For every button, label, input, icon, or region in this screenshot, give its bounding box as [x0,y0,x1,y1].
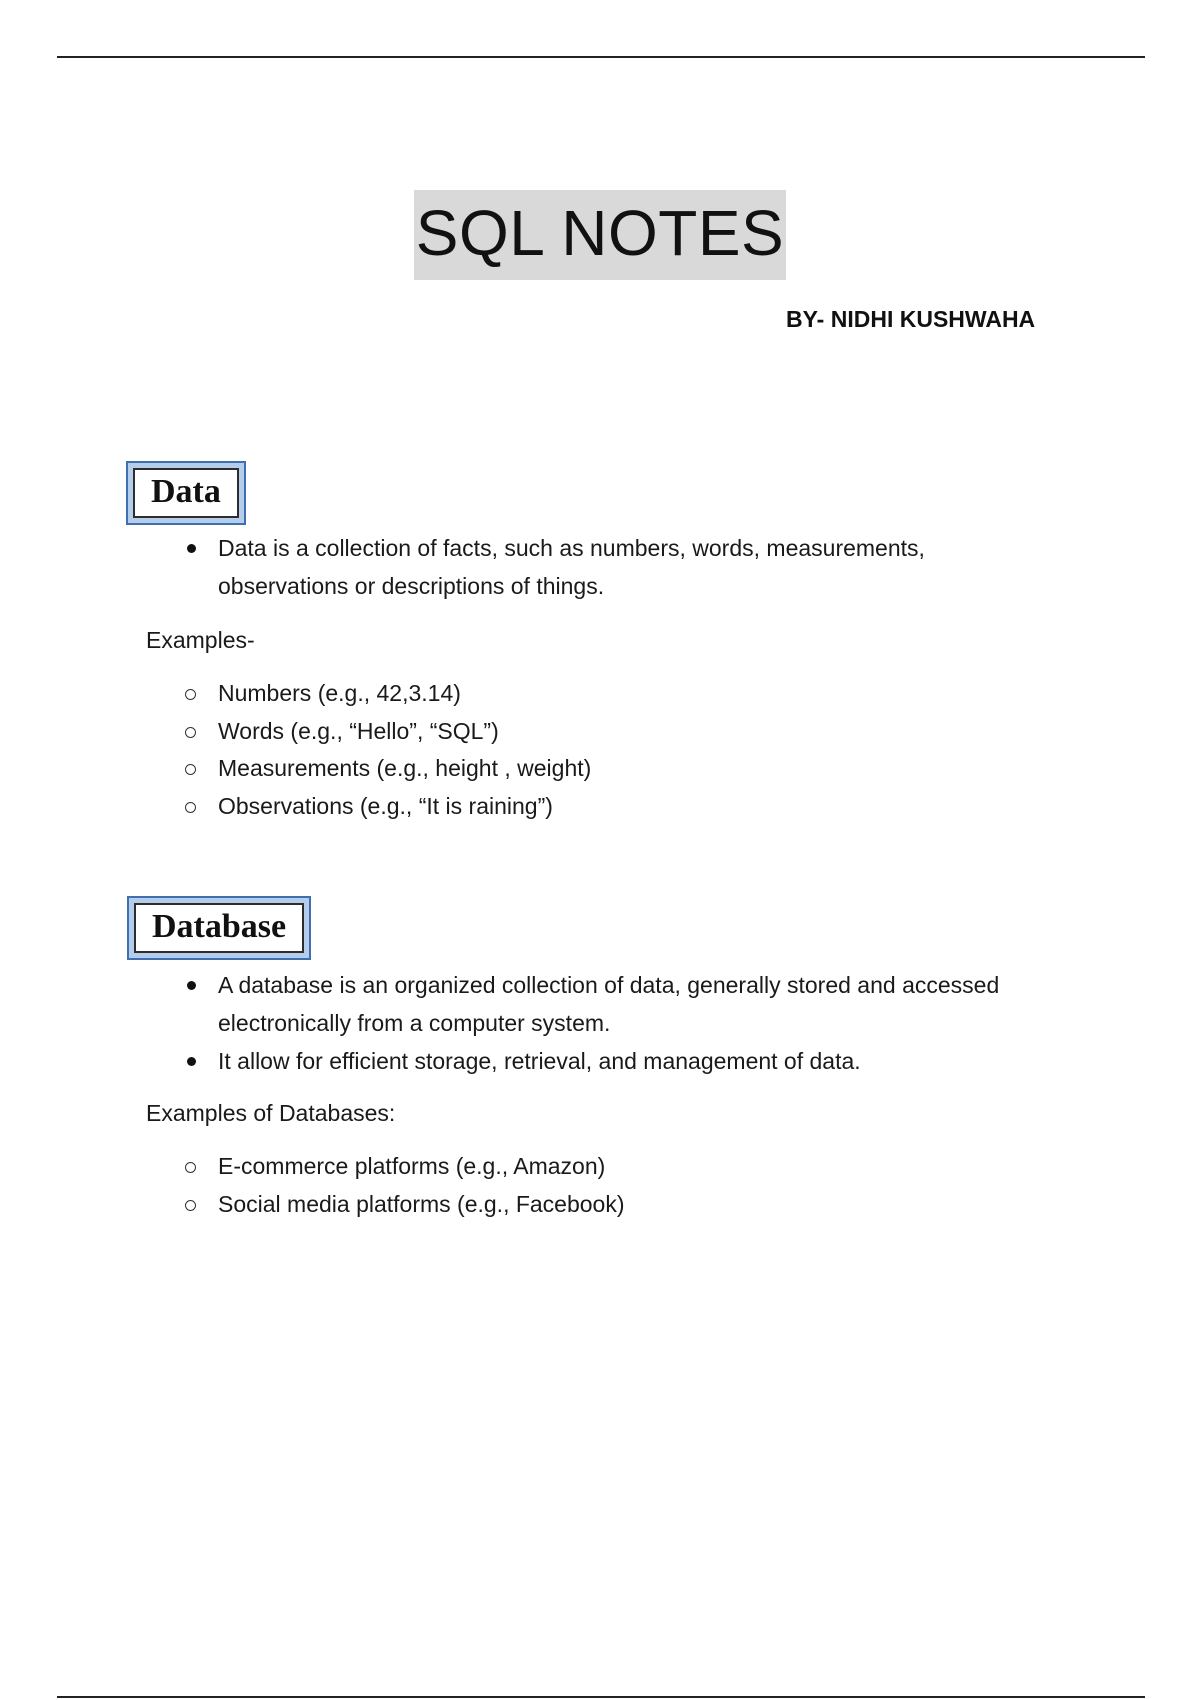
bullet-icon [187,1057,196,1066]
examples-label: Examples- [146,627,255,653]
list-item [180,713,1040,751]
hollow-bullet-icon [185,727,196,738]
list-item [180,675,1040,713]
section-heading-label: Data [133,468,239,518]
list-item-text: Social media platforms (e.g., Facebook) [218,1190,625,1217]
top-rule [57,56,1145,58]
author-line: BY- NIDHI KUSHWAHA [786,306,1036,332]
list-item [180,750,1040,788]
hollow-bullet-icon [185,1162,196,1173]
section-heading-label: Database [134,903,304,953]
list-item-text: A database is an organized collection of data, generally stored and accessed electronically from a computer system. [218,972,1000,1036]
list-item-text: Observations (e.g., “It is raining”) [218,792,553,819]
section-heading-data [126,461,246,525]
list-item-text: Measurements (e.g., height , weight) [218,755,592,781]
hollow-bullet-icon [185,764,196,775]
bottom-rule [57,1696,1145,1698]
data-definition-list [180,529,1040,605]
hollow-bullet-icon [185,1200,196,1211]
document-title: SQL NOTES [414,190,786,280]
hollow-bullet-icon [185,802,196,813]
list-item [180,1186,1040,1224]
hollow-bullet-icon [185,689,196,700]
list-item [180,1042,1040,1080]
list-item [180,529,1040,605]
examples-label: Examples of Databases: [146,1100,396,1126]
database-definition-list [180,966,1040,1080]
list-item-text: Data is a collection of facts, such as numbers, words, measurements, observations or descriptions of things. [218,535,925,599]
database-examples-list [180,1148,1040,1223]
bullet-icon [187,981,196,990]
list-item [180,1148,1040,1186]
list-item [180,966,1040,1042]
list-item [180,788,1040,826]
data-examples-list [180,675,1040,825]
list-item-text: E-commerce platforms (e.g., Amazon) [218,1153,606,1179]
bullet-icon [187,544,196,553]
title-container [0,190,1200,280]
section-heading-database [127,896,311,960]
list-item-text: Words (e.g., “Hello”, “SQL”) [218,717,499,744]
list-item-text: Numbers (e.g., 42,3.14) [218,680,461,706]
list-item-text: It allow for efficient storage, retrieval, and management of data. [218,1048,861,1074]
